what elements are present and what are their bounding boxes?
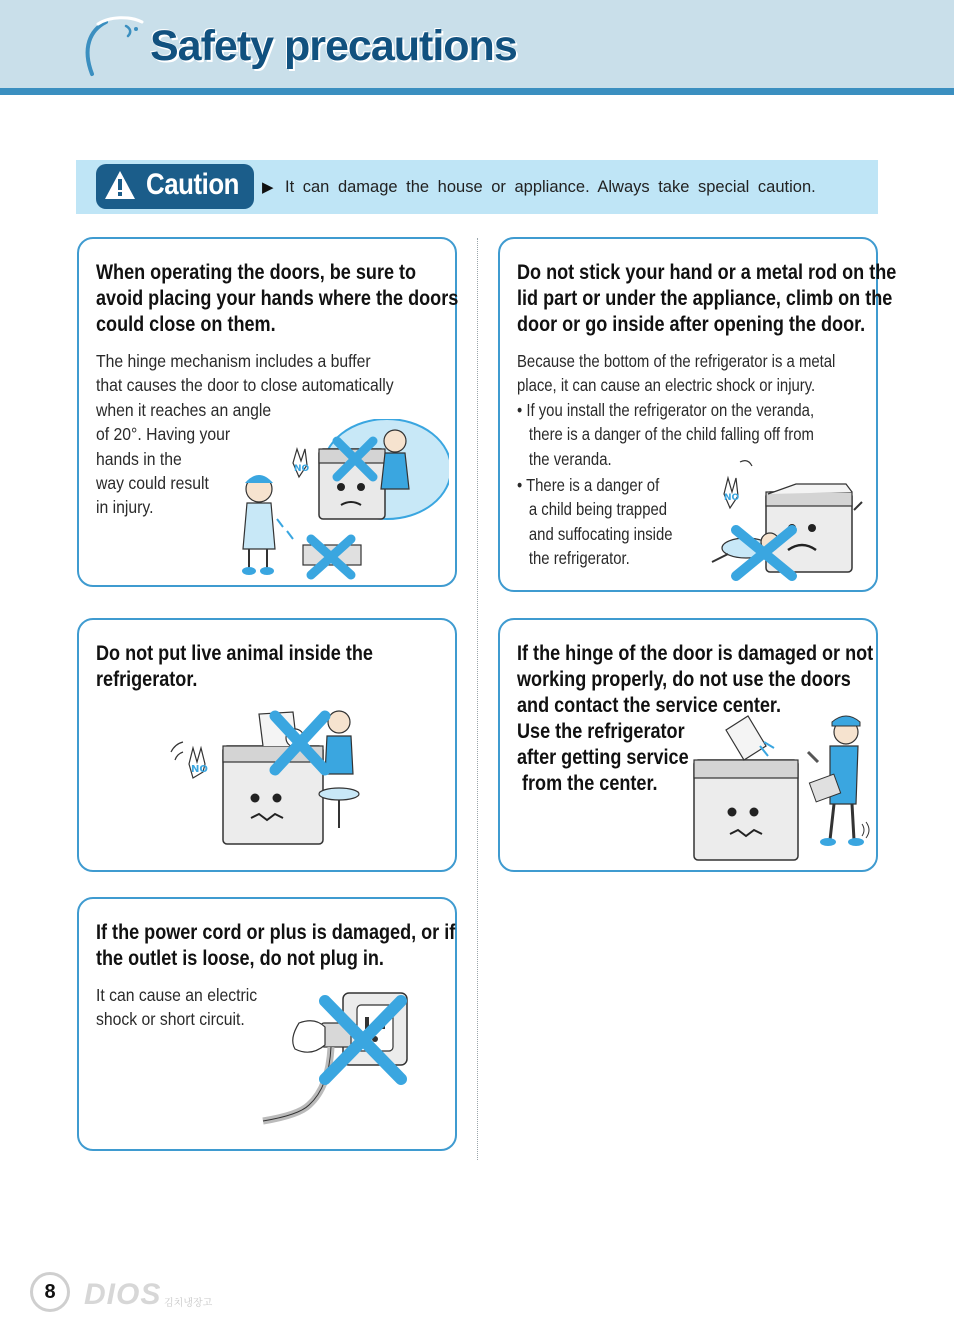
no-sign: NO: [294, 464, 310, 474]
column-divider: [477, 238, 478, 1160]
card-live-animal: [77, 618, 457, 872]
header-rule: [0, 88, 954, 95]
caution-label: Caution: [146, 168, 240, 201]
body-line: when it reaches an angle: [96, 399, 272, 420]
body-line: way could result: [96, 473, 209, 494]
card-title: [96, 260, 458, 338]
card-title: [96, 641, 373, 693]
title-line: from the center.: [517, 772, 658, 795]
body-line: of 20°. Having your: [96, 424, 231, 445]
title-line: after getting service: [517, 746, 689, 769]
title-line: the outlet is loose, do not plug in.: [96, 947, 384, 970]
card-title: [517, 260, 896, 338]
caution-description: It can damage the house or appliance. Always take special caution.: [285, 178, 816, 196]
door-hazard-illustration: [237, 419, 449, 584]
child-trapped-illustration: [706, 454, 870, 584]
page-title: Safety precautions: [150, 22, 517, 70]
brand-subtitle: 김치냉장고: [164, 1298, 213, 1309]
card-lid-hazard: [498, 237, 897, 592]
title-line: could close on them.: [96, 313, 276, 336]
title-line: If the power cord or plus is damaged, or if: [96, 921, 456, 944]
title-line: When operating the doors, be sure to: [96, 261, 417, 284]
page-number: 8: [44, 1281, 56, 1303]
bullet-line: the refrigerator.: [528, 548, 630, 569]
title-line: working properly, do not use the doors: [517, 668, 851, 691]
body-line: in injury.: [96, 497, 154, 518]
warning-triangle-icon: [103, 169, 137, 201]
body-line: that causes the door to close automatically: [96, 375, 394, 396]
body-line: The hinge mechanism includes a buffer: [96, 351, 371, 371]
title-line: refrigerator.: [96, 668, 198, 691]
title-line: lid part or under the appliance, climb on the: [517, 287, 893, 310]
damaged-plug-illustration: [259, 987, 421, 1139]
card-title: [96, 920, 455, 972]
no-sign: NO: [724, 493, 740, 503]
bullet-line: a child being trapped: [528, 499, 668, 520]
bullet-line: and suffocating inside: [528, 523, 673, 544]
brand-logo: DIOS: [84, 1278, 162, 1311]
body-line: Because the bottom of the refrigerator is a metal: [517, 351, 836, 371]
bullet-line: the veranda.: [528, 448, 612, 469]
title-line: Do not put live animal inside the: [96, 642, 373, 665]
body-line: hands in the: [96, 448, 182, 469]
bullet-line: • If you install the refrigerator on the veranda,: [517, 399, 815, 420]
arrow-right-icon: ▶: [262, 179, 274, 196]
title-line: and contact the service center.: [517, 694, 781, 717]
animal-in-fridge-illustration: [167, 708, 367, 850]
card-body: [96, 983, 257, 1032]
swoosh-logo-icon: [76, 14, 148, 80]
no-sign: NO: [191, 764, 208, 775]
title-line: Use the refrigerator: [517, 720, 685, 743]
title-line: avoid placing your hands where the doors: [96, 287, 459, 310]
card-power-cord: [77, 897, 457, 1151]
card-damaged-hinge: [498, 618, 878, 872]
body-line: It can cause an electric: [96, 985, 258, 1005]
bullet-line: there is a danger of the child falling off from: [528, 424, 814, 445]
title-line: If the hinge of the door is damaged or not: [517, 642, 874, 665]
service-technician-illustration: [690, 712, 870, 864]
title-line: Do not stick your hand or a metal rod on the: [517, 261, 897, 284]
body-line: place, it can cause an electric shock or injury.: [517, 375, 816, 396]
bullet-line: • There is a danger of: [517, 475, 660, 496]
title-line: door or go inside after opening the door.: [517, 313, 866, 336]
body-line: shock or short circuit.: [96, 1009, 245, 1030]
card-door-closing: [77, 237, 457, 587]
